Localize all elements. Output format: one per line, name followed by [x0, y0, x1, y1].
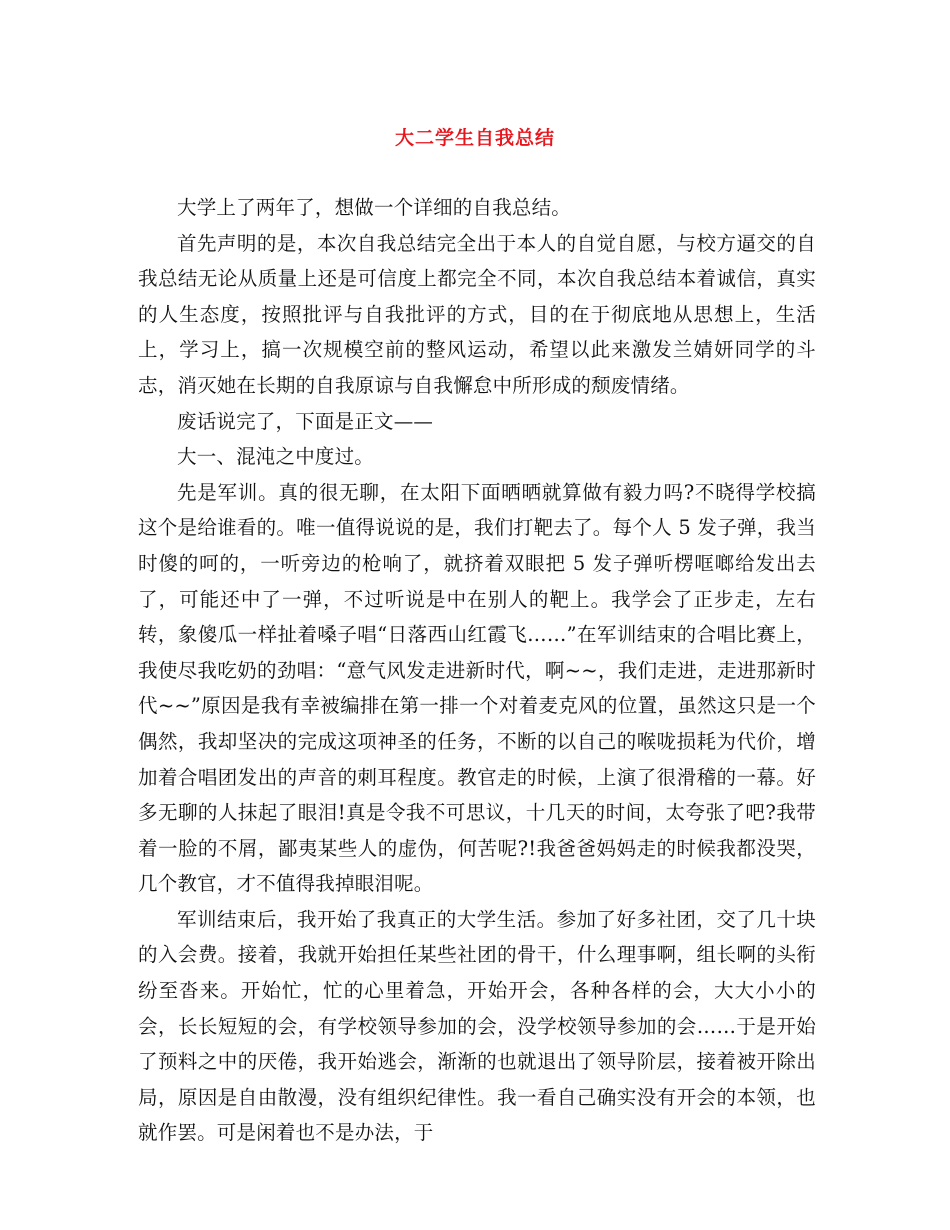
- paragraph: 首先声明的是，本次自我总结完全出于本人的自觉自愿，与校方逼交的自我总结无论从质量上还是可信度上都完全不同，本次自我总结本着诚信，真实的人生态度，按照批评与自我批评的方式，目的在于彻底地从思想上，生活上，学习上，搞一次规模空前的整风运动，希望以此来激发兰婧妍同学的斗志，消灭她在长期的自我原谅与自我懈怠中所形成的颓废情绪。: [138, 231, 816, 397]
- document-body: [138, 190, 816, 1151]
- paragraph: 军训结束后，我开始了我真正的大学生活。参加了好多社团，交了几十块的入会费。接着，我就开始担任某些社团的骨干，什么理事啊，组长啊的头衔纷至沓来。开始忙，忙的心里着急，开始开会，各种各样的会，大大小小的会，长长短短的会，有学校领导参加的会，没学校领导参加的会……于是开始了预料之中的厌倦，我开始逃会，渐渐的也就退出了领导阶层，接着被开除出局，原因是自由散漫，没有组织纪律性。我一看自己确实没有开会的本领，也就作罢。可是闲着也不是办法，于: [138, 907, 816, 1145]
- document-title: 大二学生自我总结: [394, 127, 555, 149]
- paragraph: 大一、混沌之中度过。: [177, 445, 375, 469]
- paragraph: 先是军训。真的很无聊，在太阳下面晒晒就算做有毅力吗?不晓得学校搞这个是给谁看的。唯一值得说说的是，我们打靶去了。每个人 5 发子弹，我当时傻的呵的，一听旁边的枪响了，就挤着双眼把 5 发子弹听楞哐啷给发出去了，可能还中了一弹，不过听说是中在别人的靶上。我学会了正步走，左右转，象傻瓜一样扯着嗓子唱“日落西山红霞飞……”在军训结束的合唱比赛上，我使尽我吃奶的劲唱：“意气风发走进新时代，啊~~，我们走进，走进那新时代~~”原因是我有幸被编排在第一排一个对着麦克风的位置，虽然这只是一个偶然，我却坚决的完成这项神圣的任务，不断的以自己的喉咙损耗为代价，增加着合唱团发出的声音的刺耳程度。教官走的时候，上演了很滑稽的一幕。好多无聊的人抹起了眼泪!真是令我不可思议，十几天的时间，太夸张了吧?我带着一脸的不屑，鄙夷某些人的虚伪，何苦呢?!我爸爸妈妈走的时候我都没哭，几个教官，才不值得我掉眼泪呢。: [138, 480, 816, 896]
- paragraph: 大学上了两年了，想做一个详细的自我总结。: [177, 196, 572, 219]
- paragraph: 废话说完了，下面是正文——: [177, 409, 434, 433]
